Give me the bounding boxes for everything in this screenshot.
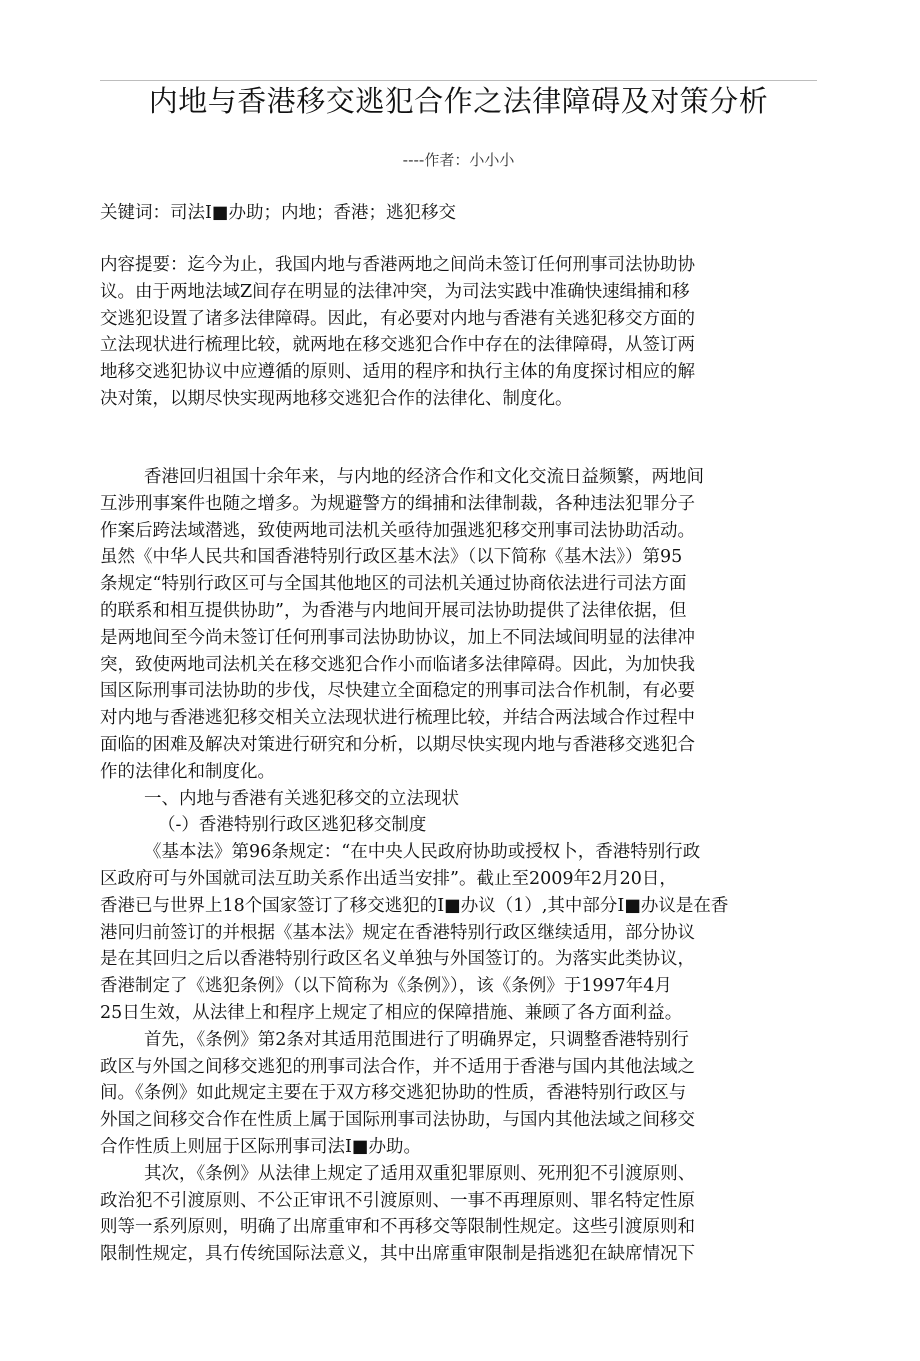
- keywords-line: 关键词：司法I■办助；内地；香港；逃犯移交: [100, 203, 456, 223]
- subsection-heading: （-）香港特别行政区逃犯移交制度: [158, 815, 427, 836]
- body-line: 国区际刑事司法协助的步伐，尽快建立全面稳定的刑事司法合作机制，有必要: [100, 681, 695, 702]
- body-line: 是两地间至今尚未签订任何刑事司法协助协议，加上不同法域间明显的法律冲: [100, 627, 695, 648]
- body-text: [100, 464, 840, 1268]
- body-line: 互涉刑事案件也随之增多。为规避警方的缉捕和法律制裁，各种违法犯罪分子: [100, 493, 695, 514]
- body-line: 香港回归祖国十余年来，与内地的经济合作和文化交流日益频繁，两地间: [144, 467, 704, 487]
- body-line: 虽然《中华人民共和国香港特别行政区基木法》（以下简称《基木法》）第95: [100, 547, 683, 568]
- body-line: 《基本法》第96条规定：“在中央人民政府协助或授权卜，香港特别行政: [144, 842, 701, 863]
- body-line: 间。《条例》如此规定主要在于双方移交逃犯协助的性质，香港特别行政区与: [100, 1083, 687, 1104]
- body-line: 25日生效，从法律上和程序上规定了相应的保障措施、兼顾了各方面利益。: [100, 1002, 683, 1023]
- abstract-line: 议。由于两地法域Z间存在明显的法律冲突，为司法实践中准确快速缉捕和移: [100, 281, 690, 302]
- abstract-line: 交逃犯设置了诸多法律障碍。因此，有必要对内地与香港有关逃犯移交方面的: [100, 308, 695, 329]
- body-line: 外国之间移交合作在性质上属于国际刑事司法协助，与国内其他法域之间移交: [100, 1110, 695, 1131]
- body-line: 面临的困难及解决对策进行研究和分析，以期尽快实现内地与香港移交逃犯合: [100, 734, 695, 755]
- abstract-line: 立法现状进行梳理比较，就两地在移交逃犯合作中存在的法律障碍，从签订两: [100, 335, 695, 356]
- section-heading: 一、内地与香港有关逃犯移交的立法现状: [144, 788, 459, 809]
- abstract-line: 内容提要：迄今为止，我国内地与香港两地之间尚未签订任何刑事司法协助协: [100, 255, 695, 275]
- author-line: ----作者：小小小: [402, 151, 515, 169]
- body-line: 港冋归前签订的并根据《基本法》规定在香港特别行政区继续适用，部分协议: [100, 922, 695, 943]
- body-line: 合作性质上则屈于区际刑事司法I■办助。: [100, 1136, 421, 1157]
- body-line: 突，致使两地司法机关在移交逃犯合作小而临诸多法律障碍。因此，为加快我: [100, 654, 695, 675]
- body-line: 首先，《条例》第2条对其适用范围进行了明确界定，只调整香港特别行: [144, 1029, 689, 1050]
- body-line: 是在其回归之后以香港特别行政区名义单独与外国签订的。为落实此类协议，: [100, 949, 695, 970]
- document-title: 内地与香港移交逃犯合作之法律障碍及对策分析: [148, 84, 769, 118]
- abstract-paragraph: [100, 252, 840, 413]
- body-line: 区政府可与外国就司法互助关系作出适当安排”。截止至2009年2月20日，: [100, 868, 677, 889]
- body-line: 限制性规定，具冇传统国际法意义，其中出席重审限制是指逃犯在缺席情况下: [100, 1244, 695, 1265]
- body-line: 条规定“特别行政区可与全国其他地区的司法机关通过协商依法进行司法方面: [100, 574, 687, 595]
- abstract-line: 决对策，以期尽快实现两地移交逃犯合作的法律化、制度化。: [100, 388, 573, 409]
- body-line: 政治犯不引渡原则、不公正审讯不引渡原则、一事不再理原则、罪名特定性原: [100, 1190, 695, 1211]
- body-line: 政区与外国之间移交逃犯的刑事司法合作，并不适用于香港与国内其他法域之: [100, 1056, 695, 1077]
- body-line: 其次，《条例》从法律上规定了适用双重犯罪原则、死刑犯不引渡原则、: [144, 1163, 696, 1184]
- body-line: 香港制定了《逃犯条例》（以下简称为《条例》），该《条例》于1997年4月: [100, 976, 672, 997]
- body-line: 作的法律化和制度化。: [100, 761, 275, 782]
- abstract-line: 地移交逃犯协议中应遵循的原则、适用的程序和执行主体的角度探讨相应的解: [100, 362, 695, 383]
- body-line: 的联系和相互提供协助”，为香港与内地间开展司法协助提供了法律依据，但: [100, 600, 687, 621]
- body-line: 对内地与香港逃犯移交相关立法现状进行梳理比较，并结合两法域合作过程中: [100, 708, 695, 729]
- body-line: 香港已与世界上18个国家签订了移交逃犯的I■办议（1）,其中部分I■办议是在香: [100, 895, 729, 916]
- body-line: 则等一系列原则，明确了出席重审和不再移交等限制性规定。这些引渡原则和: [100, 1217, 695, 1238]
- body-line: 作案后跨法域潜逃，致使两地司法机关亟待加强逃犯移交刑事司法协助活动。: [100, 520, 695, 541]
